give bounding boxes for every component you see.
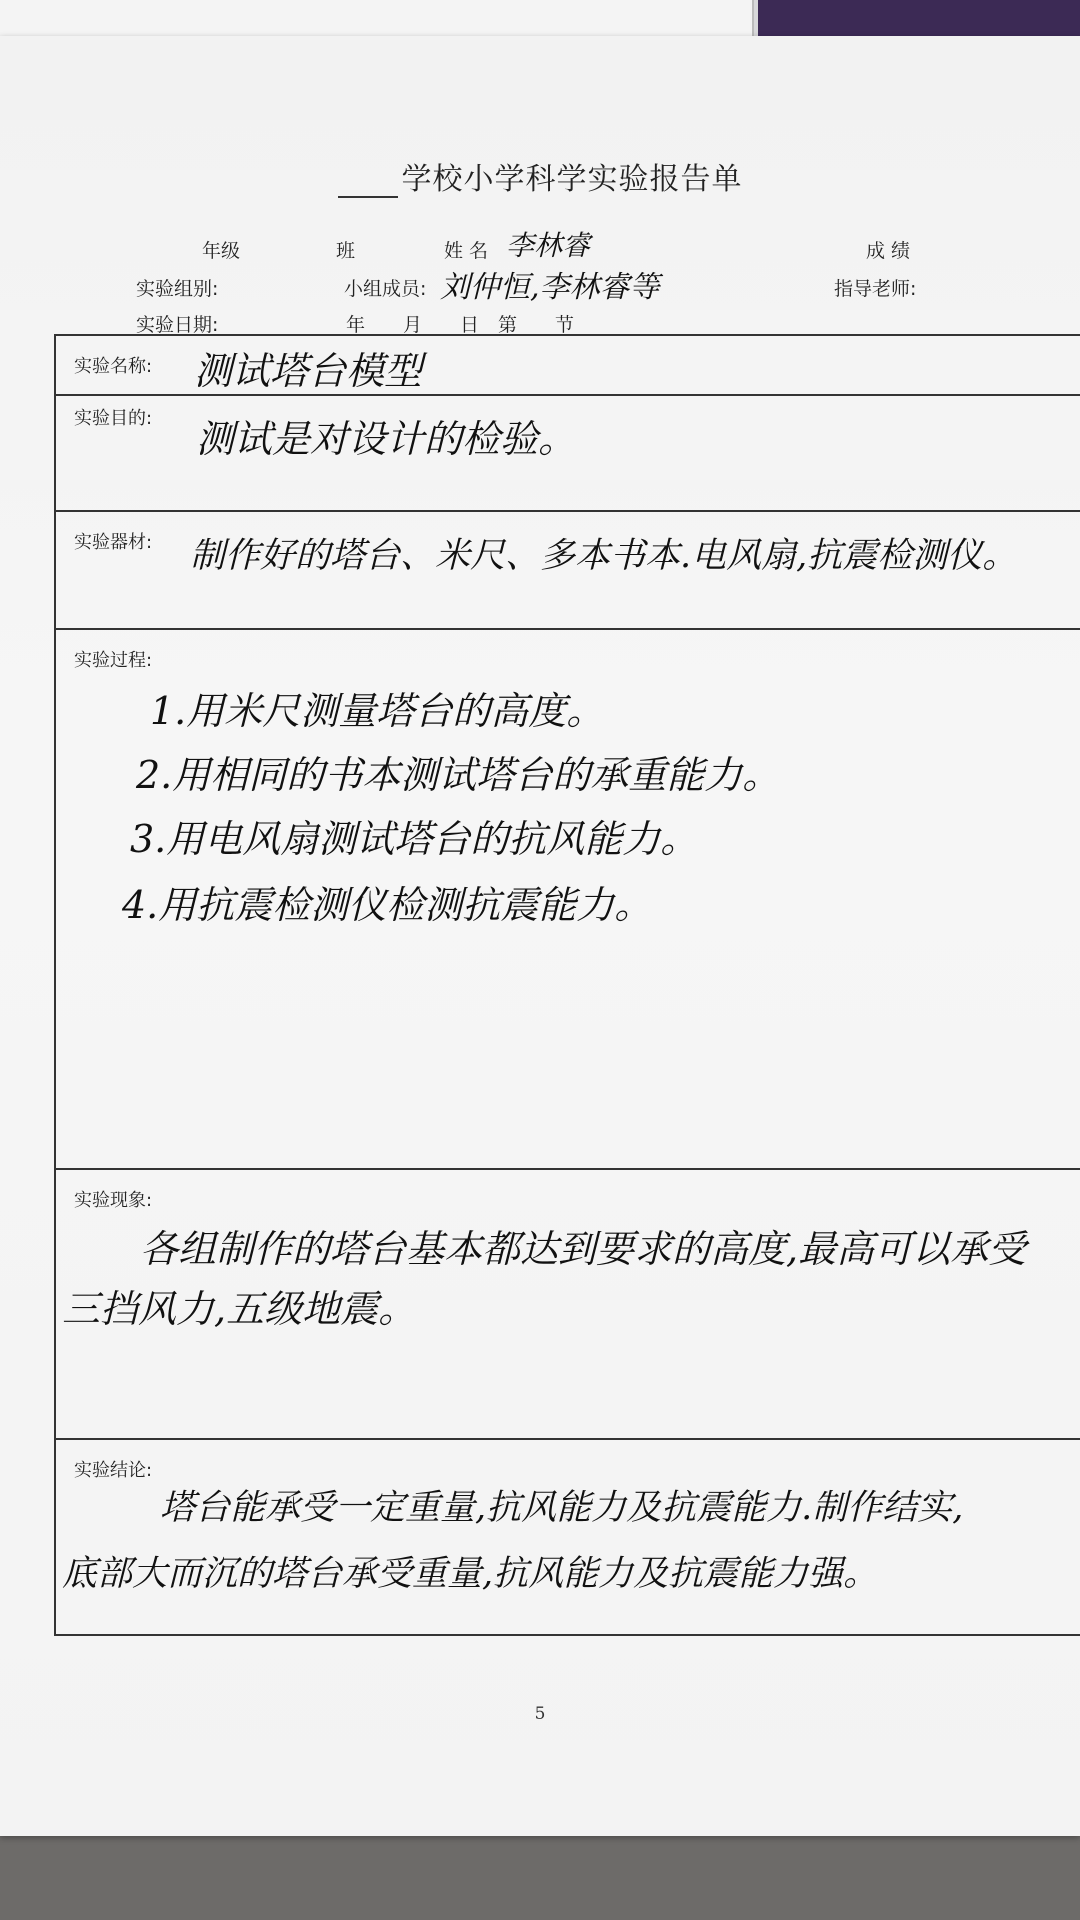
background-paper-edge	[0, 0, 754, 36]
phenomenon-line: 三挡风力,五级地震。	[62, 1287, 417, 1331]
report-title	[0, 154, 1080, 198]
process-step: 4.用抗震检测仪检测抗震能力。	[122, 883, 653, 927]
conclusion-label: 实验结论:	[74, 1460, 153, 1481]
purpose-label: 实验目的:	[74, 408, 153, 429]
score-label: 成 绩	[866, 240, 911, 262]
report-table	[54, 334, 1080, 1636]
process-step: 1.用米尺测量塔台的高度。	[150, 689, 605, 733]
row-experiment-name	[56, 336, 1080, 396]
equipment-value: 制作好的塔台、米尺、多本书本.电风扇,抗震检测仪。	[190, 536, 1018, 576]
phenomenon-line: 各组制作的塔台基本都达到要求的高度,最高可以承受	[140, 1227, 1027, 1271]
experiment-name-label: 实验名称:	[74, 356, 153, 377]
name-value: 李林睿	[506, 229, 591, 262]
equipment-label: 实验器材:	[74, 532, 153, 553]
purpose-value: 测试是对设计的检验。	[196, 417, 577, 461]
teacher-label: 指导老师:	[834, 278, 917, 300]
group-label: 实验组别:	[136, 278, 219, 300]
row-process	[56, 630, 1080, 1170]
process-step: 2.用相同的书本测试塔台的承重能力。	[136, 753, 781, 797]
phenomenon-label: 实验现象:	[74, 1190, 153, 1211]
experiment-name-value: 测试塔台模型	[194, 349, 423, 393]
page-number: 5	[534, 1704, 546, 1724]
row-phenomenon	[56, 1170, 1080, 1440]
school-name-blank	[338, 166, 398, 198]
grade-label: 年级	[202, 240, 241, 262]
process-step: 3.用电风扇测试塔台的抗风能力。	[130, 817, 699, 861]
row-equipment	[56, 512, 1080, 630]
date-label: 实验日期:	[136, 314, 219, 336]
process-label: 实验过程:	[74, 650, 153, 671]
conclusion-line: 塔台能承受一定重量,抗风能力及抗震能力.制作结实,	[160, 1488, 964, 1528]
report-title-text: 学校小学科学实验报告单	[401, 162, 743, 197]
row-purpose	[56, 396, 1080, 512]
members-value: 刘仲恒,李林睿等	[440, 270, 660, 305]
class-label: 班	[336, 240, 356, 262]
background-floor	[0, 1832, 1080, 1920]
date-fields: 年 月 日 第 节	[346, 314, 575, 336]
members-label: 小组成员:	[344, 278, 427, 300]
row-conclusion	[56, 1440, 1080, 1632]
name-label: 姓 名	[444, 240, 489, 262]
conclusion-line: 底部大而沉的塔台承受重量,抗风能力及抗震能力强。	[62, 1554, 879, 1594]
